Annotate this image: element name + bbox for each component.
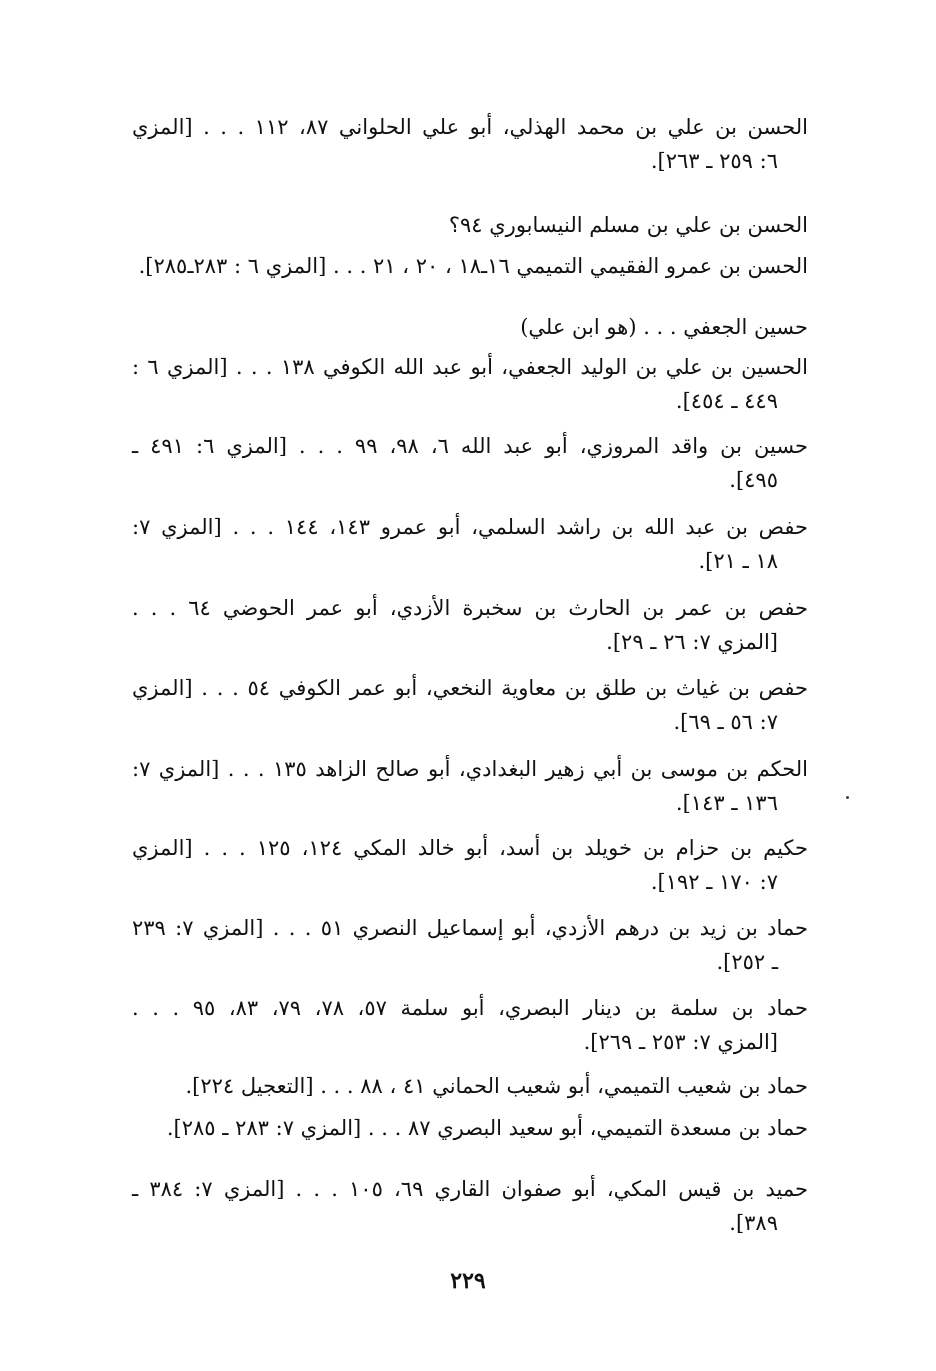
index-entry: [132, 110, 808, 178]
entry-line: حماد بن شعيب التميمي، أبو شعيب الحماني ٤١ ، ٨٨ . . . [التعجيل ٢٢٤].: [185, 1074, 808, 1098]
index-entry: [132, 350, 808, 418]
entry-line: حفص بن غياث بن طلق بن معاوية النخعي، أبو عمر الكوفي ٥٤ . . . [المزي: [132, 676, 808, 700]
scan-speck: [846, 796, 849, 799]
entry-line: الحسن بن علي بن مسلم النيسابوري ٩٤؟: [448, 213, 808, 237]
entry-continuation: ٤٤٩ ـ ٤٥٤].: [675, 389, 778, 413]
entry-line: حماد بن سلمة بن دينار البصري، أبو سلمة ٥٧، ٧٨، ٧٩، ٨٣، ٩٥ . . .: [132, 996, 809, 1020]
entry-line: حفص بن عبد الله بن راشد السلمي، أبو عمرو ١٤٣، ١٤٤ . . . [المزي ٧:: [132, 515, 808, 539]
index-entry: [132, 1172, 808, 1240]
entry-line: حماد بن مسعدة التميمي، أبو سعيد البصري ٨٧ . . . [المزي ٧: ٢٨٣ ـ ٢٨٥].: [166, 1116, 808, 1140]
index-entry: [132, 208, 808, 242]
index-entry: [132, 249, 808, 283]
index-entry: [132, 591, 808, 659]
entry-continuation: ٧: ١٧٠ ـ ١٩٢].: [650, 870, 778, 894]
entry-line: حسين بن واقد المروزي، أبو عبد الله ٦، ٩٨، ٩٩ . . . [المزي ٦: ٤٩١ ـ: [132, 434, 809, 458]
entry-continuation: ٣٨٩].: [729, 1211, 778, 1235]
index-entry: [132, 1111, 808, 1145]
entry-continuation: [المزي ٧: ٢٦ ـ ٢٩].: [606, 630, 778, 654]
entry-line: الحسن بن علي بن محمد الهذلي، أبو علي الحلواني ٨٧، ١١٢ . . . [المزي: [132, 115, 808, 139]
entry-continuation: ٧: ٥٦ ـ ٦٩].: [673, 710, 778, 734]
index-entry: [132, 310, 808, 344]
entry-line: حماد بن زيد بن درهم الأزدي، أبو إسماعيل النصري ٥١ . . . [المزي ٧: ٢٣٩: [132, 916, 808, 940]
entry-continuation: ١٨ ـ ٢١].: [698, 549, 778, 573]
index-entry: [132, 429, 808, 497]
entry-continuation: ٦: ٢٥٩ ـ ٢٦٣].: [650, 149, 778, 173]
entry-line: حسين الجعفي . . . (هو ابن علي): [520, 315, 808, 339]
entry-line: الحكم بن موسى بن أبي زهير البغدادي، أبو صالح الزاهد ١٣٥ . . . [المزي ٧:: [132, 757, 808, 781]
page-number: ٢٢٩: [450, 1268, 486, 1294]
entry-continuation: ٤٩٥].: [729, 468, 778, 492]
index-entry: [132, 510, 808, 578]
entry-line: حفص بن عمر بن الحارث بن سخبرة الأزدي، أبو عمر الحوضي ٦٤ . . .: [132, 596, 808, 620]
entry-line: حميد بن قيس المكي، أبو صفوان القاري ٦٩، ١٠٥ . . . [المزي ٧: ٣٨٤ ـ: [132, 1177, 809, 1201]
entry-continuation: ١٣٦ ـ ١٤٣].: [675, 791, 778, 815]
index-entry: [132, 1069, 808, 1103]
entry-line: حكيم بن حزام بن خويلد بن أسد، أبو خالد المكي ١٢٤، ١٢٥ . . . [المزي: [132, 836, 808, 860]
index-entry: [132, 752, 808, 820]
index-entry: [132, 911, 808, 979]
entry-continuation: [المزي ٧: ٢٥٣ ـ ٢٦٩].: [583, 1030, 778, 1054]
entry-line: الحسين بن علي بن الوليد الجعفي، أبو عبد الله الكوفي ١٣٨ . . . [المزي ٦ :: [132, 355, 808, 379]
entry-line: الحسن بن عمرو الفقيمي التميمي ١٦ـ١٨ ، ٢٠ ، ٢١ . . . [المزي ٦ : ٢٨٣ـ٢٨٥].: [138, 254, 808, 278]
index-entry: [132, 831, 808, 899]
entry-continuation: ـ ٢٥٢].: [716, 950, 778, 974]
index-entry: [132, 991, 808, 1059]
index-entry: [132, 671, 808, 739]
